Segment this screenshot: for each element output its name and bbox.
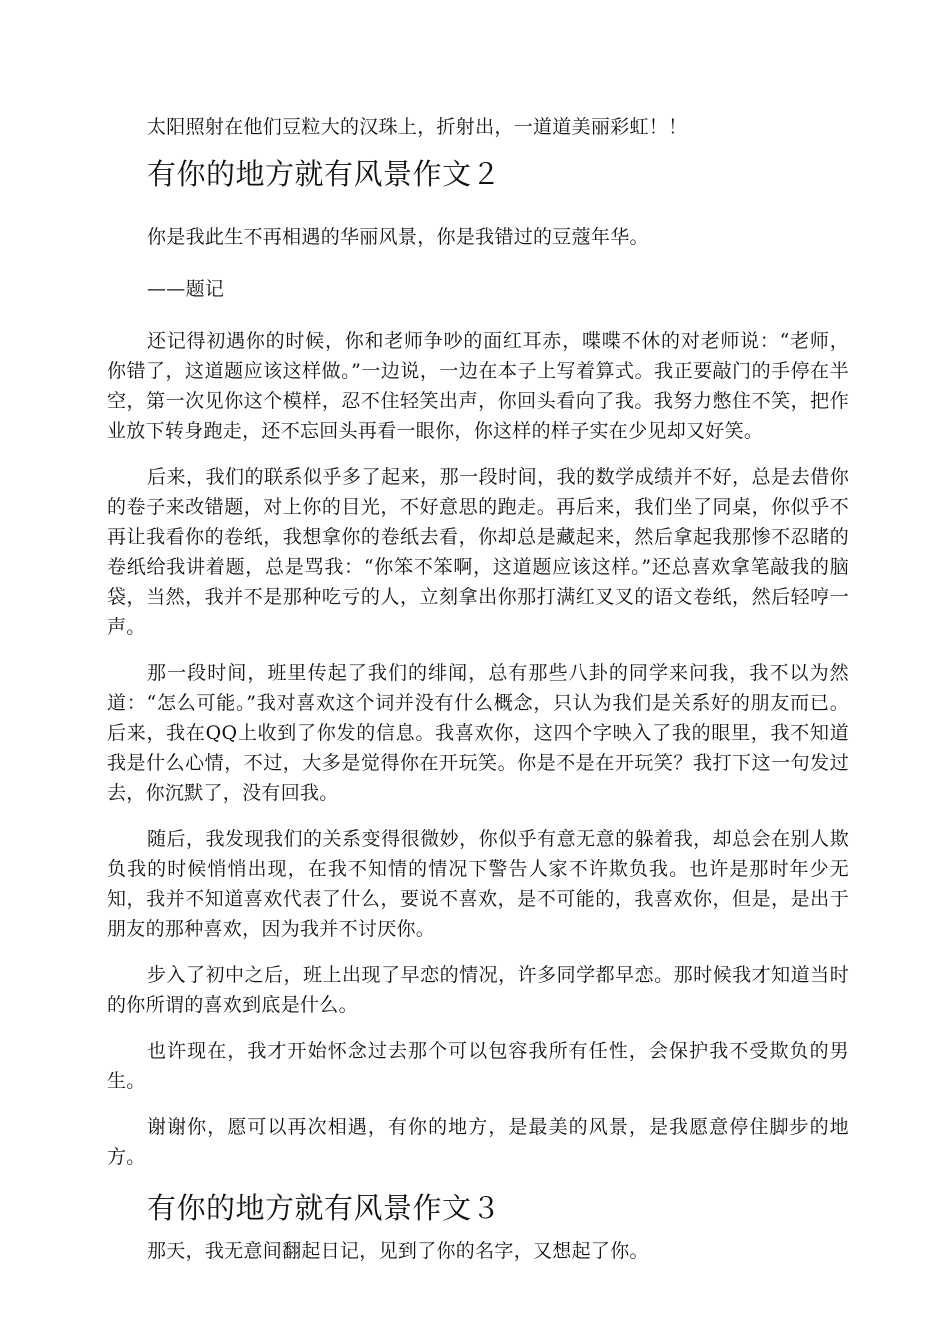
essay-2-paragraph-1: 你是我此生不再相遇的华丽风景，你是我错过的豆蔻年华。 [147, 226, 649, 248]
essay-2-heading: 有你的地方就有风景作文２ [147, 157, 502, 191]
essay-2-paragraph-8: 也许现在，我才开始怀念过去那个可以包容我所有任性，会保护我不受欺负的男生。 [107, 1040, 849, 1092]
document-page [107, 112, 849, 1266]
essay-2-paragraph-9: 谢谢你，愿可以再次相遇，有你的地方，是最美的风景，是我愿意停住脚步的地方。 [107, 1116, 849, 1168]
essay-2-paragraph-3: 还记得初遇你的时候，你和老师争吵的面红耳赤，喋喋不休的对老师说：“老师，你错了，这道题应该这样做。”一边说，一边在本子上写着算式。我正要敲门的手停在半空，第一次见你这个模样，忍不住轻笑出声，你回头看向了我。我努力憋住不笑，把作业放下转身跑走，还不忘回头再看一眼你，你这样的样子实在少见却又好笑。 [107, 330, 849, 442]
essay-3-heading: 有你的地方就有风景作文３ [147, 1191, 502, 1225]
essay-2-epigraph-note: ——题记 [147, 278, 225, 300]
essay-2-paragraph-6: 随后，我发现我们的关系变得很微妙，你似乎有意无意的躲着我，却总会在别人欺负我的时候悄悄出现，在我不知情的情况下警告人家不许欺负我。也许是那时年少无知，我并不知道喜欢代表了什么，要说不喜欢，是不可能的，我喜欢你，但是，是出于朋友的那种喜欢，因为我并不讨厌你。 [107, 828, 849, 940]
essay-2-paragraph-4: 后来，我们的联系似乎多了起来，那一段时间，我的数学成绩并不好，总是去借你的卷子来改错题，对上你的目光，不好意思的跑走。再后来，我们坐了同桌，你似乎不再让我看你的卷纸，我想拿你的卷纸去看，你却总是藏起来，然后拿起我那惨不忍睹的卷纸给我讲着题，总是骂我：“你笨不笨啊，这道题应该这样。”还总喜欢拿笔敲我的脑袋，当然，我并不是那种吃亏的人，立刻拿出你那打满红叉叉的语文卷纸，然后轻哼一声。 [107, 466, 849, 638]
intro-paragraph: 太阳照射在他们豆粒大的汉珠上，折射出，一道道美丽彩虹！！ [147, 116, 688, 138]
essay-2-paragraph-5: 那一段时间，班里传起了我们的绯闻，总有那些八卦的同学来问我，我不以为然道：“怎么可能。”我对喜欢这个词并没有什么概念，只认为我们是关系好的朋友而已。后来，我在QQ上收到了你发的信息。我喜欢你，这四个字映入了我的眼里，我不知道我是什么心情，不过，大多是觉得你在开玩笑。你是不是在开玩笑？我打下这一句发过去，你沉默了，没有回我。 [107, 662, 849, 804]
essay-2-paragraph-7: 步入了初中之后，班上出现了早恋的情况，许多同学都早恋。那时候我才知道当时的你所谓的喜欢到底是什么。 [107, 964, 849, 1016]
essay-3-paragraph-1: 那天，我无意间翻起日记，见到了你的名字，又想起了你。 [147, 1240, 649, 1262]
